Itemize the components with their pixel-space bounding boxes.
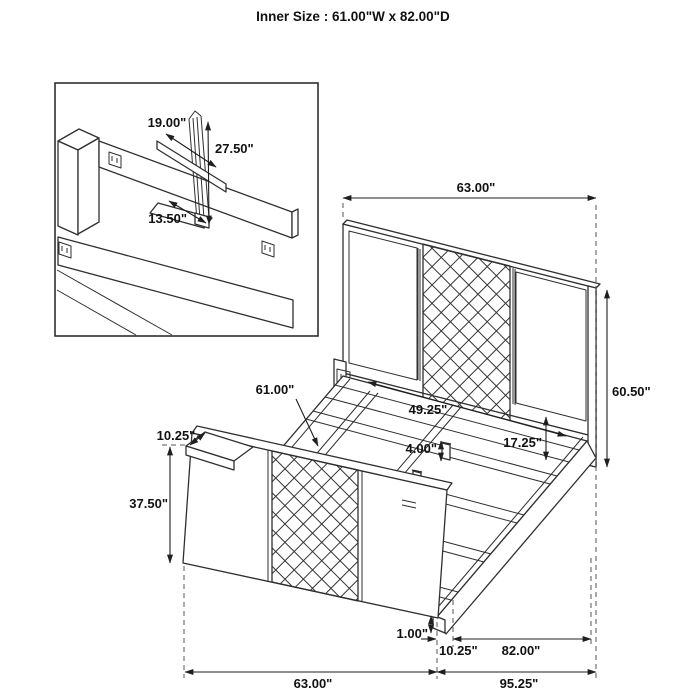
- support-leg-1: [441, 442, 451, 460]
- dim-label-foot-height: 1.00": [396, 626, 428, 641]
- dim-label-inner-width: 61.00": [255, 382, 295, 397]
- inset-post-front-face: [78, 138, 99, 234]
- dim-label-bracket-height: 27.50": [215, 141, 254, 156]
- dim-label-footboard-width: 63.00": [293, 676, 333, 691]
- dim-label-base-length: 13.50": [148, 211, 187, 226]
- inset-upper-board-end: [292, 209, 298, 238]
- page-title: Inner Size : 61.00"W x 82.00"D: [256, 9, 450, 24]
- dim-label-footboard-height: 37.50": [129, 496, 168, 511]
- dim-label-headboard-height: 60.50": [612, 384, 651, 399]
- inset-detail-box: [55, 83, 318, 336]
- inset-post-left-face: [58, 141, 78, 235]
- dim-label-bracket-width: 19.00": [147, 115, 187, 130]
- dim-label-leg-height: 4.00": [405, 441, 437, 456]
- dim-label-rail-cap: 10.25": [156, 428, 196, 443]
- dim-label-headboard-width: 63.00": [456, 180, 496, 195]
- footboard-crosshatch-panel: [272, 451, 358, 601]
- dim-label-head-offset: 10.25": [439, 643, 478, 658]
- headboard-crosshatch-panel: [423, 244, 510, 421]
- dim-label-slat-length: 49.25": [408, 402, 448, 417]
- dim-label-overall-depth: 95.25": [499, 676, 539, 691]
- dim-label-rail-height: 17.25": [503, 435, 542, 450]
- headboard-right-post: [588, 286, 596, 467]
- dim-label-inner-depth: 82.00": [501, 643, 541, 658]
